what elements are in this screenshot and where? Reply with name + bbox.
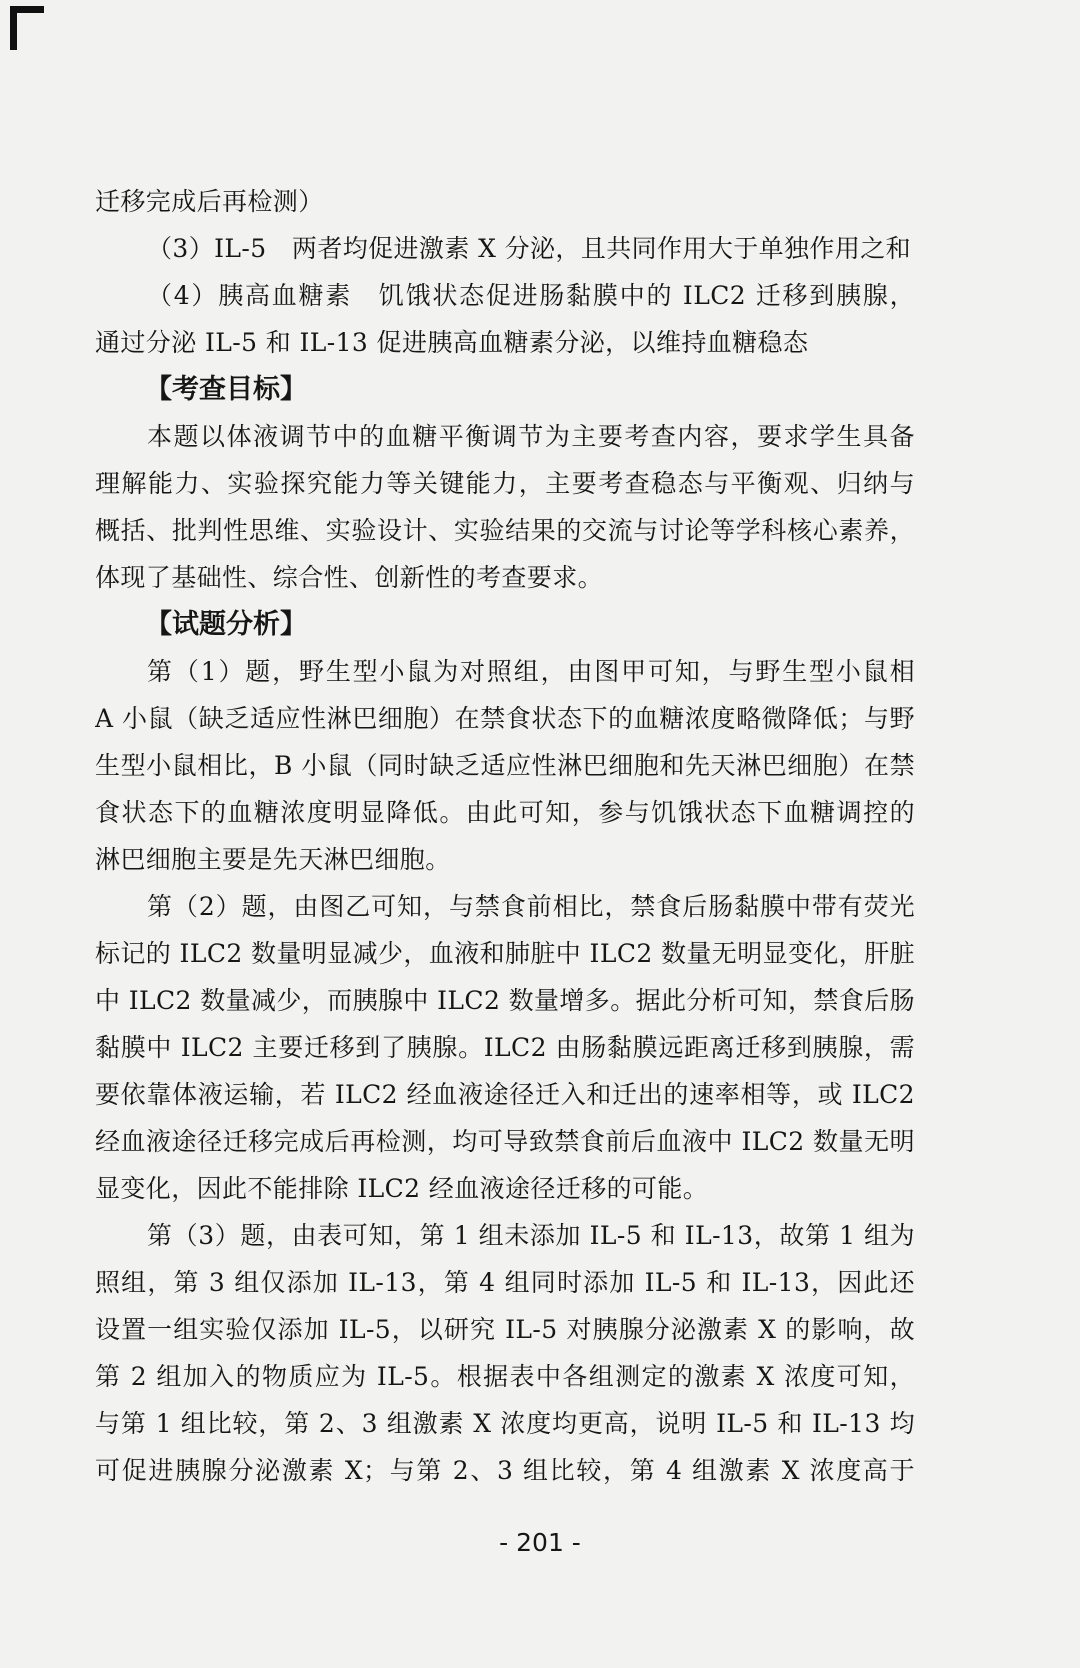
text-line: 设置一组实验仅添加 IL-5，以研究 IL-5 对胰腺分泌激素 X 的影响，故 xyxy=(95,1315,915,1344)
text-line: 通过分泌 IL-5 和 IL-13 促进胰高血糖素分泌，以维持血糖稳态 xyxy=(95,328,809,357)
text-line: 照组，第 3 组仅添加 IL-13，第 4 组同时添加 IL-5 和 IL-13，因此还 xyxy=(95,1268,915,1297)
document-body xyxy=(95,178,915,1494)
paragraph-question-1 xyxy=(95,648,915,883)
text-line: 第（1）题，野生型小鼠为对照组，由图甲可知，与野生型小鼠相 xyxy=(147,657,915,686)
text-line: 迁移完成后再检测） xyxy=(95,187,324,216)
text-line: 本题以体液调节中的血糖平衡调节为主要考查内容，要求学生具备 xyxy=(147,422,915,451)
text-line: 淋巴细胞主要是先天淋巴细胞。 xyxy=(95,845,451,874)
crop-mark xyxy=(10,6,44,50)
text-line: 生型小鼠相比，B 小鼠（同时缺乏适应性淋巴细胞和先天淋巴细胞）在禁 xyxy=(95,751,915,780)
text-line: 要依靠体液运输，若 ILC2 经血液途径迁入和迁出的速率相等，或 ILC2 xyxy=(95,1080,915,1109)
answer-continuation xyxy=(95,178,915,366)
text-line: 显变化，因此不能排除 ILC2 经血液途径迁移的可能。 xyxy=(95,1174,709,1203)
text-line: A 小鼠（缺乏适应性淋巴细胞）在禁食状态下的血糖浓度略微降低；与野 xyxy=(95,704,915,733)
text-line: 中 ILC2 数量减少，而胰腺中 ILC2 数量增多。据此分析可知，禁食后肠 xyxy=(95,986,915,1015)
paragraph-objective xyxy=(95,413,915,601)
text-line: 第（2）题，由图乙可知，与禁食前相比，禁食后肠黏膜中带有荧光 xyxy=(147,892,915,921)
paragraph-question-2 xyxy=(95,883,915,1212)
text-line: 理解能力、实验探究能力等关键能力，主要考查稳态与平衡观、归纳与 xyxy=(95,469,915,498)
paragraph-question-3 xyxy=(95,1212,915,1494)
page-number: - 201 - xyxy=(499,1528,581,1557)
text-line: 体现了基础性、综合性、创新性的考查要求。 xyxy=(95,563,604,592)
section-heading-analysis: 【试题分析】 xyxy=(145,609,307,640)
text-line: 第 2 组加入的物质应为 IL-5。根据表中各组测定的激素 X 浓度可知， xyxy=(95,1362,915,1391)
text-line: 黏膜中 ILC2 主要迁移到了胰腺。ILC2 由肠黏膜远距离迁移到胰腺，需 xyxy=(95,1033,915,1062)
answer-4: （4）胰高血糖素 饥饿状态促进肠黏膜中的 ILC2 迁移到胰腺， xyxy=(147,281,915,310)
section-heading-objective: 【考查目标】 xyxy=(145,374,307,405)
answer-3: （3）IL-5 两者均促进激素 X 分泌，且共同作用大于单独作用之和 xyxy=(147,234,912,263)
text-line: 第（3）题，由表可知，第 1 组未添加 IL-5 和 IL-13，故第 1 组为 xyxy=(147,1221,915,1250)
text-line: 经血液途径迁移完成后再检测，均可导致禁食前后血液中 ILC2 数量无明 xyxy=(95,1127,915,1156)
text-line: 标记的 ILC2 数量明显减少，血液和肺脏中 ILC2 数量无明显变化，肝脏 xyxy=(95,939,915,968)
text-line: 食状态下的血糖浓度明显降低。由此可知，参与饥饿状态下血糖调控的 xyxy=(95,798,915,827)
text-line: 与第 1 组比较，第 2、3 组激素 X 浓度均更高，说明 IL-5 和 IL-13 均 xyxy=(95,1409,915,1438)
text-line: 可促进胰腺分泌激素 X；与第 2、3 组比较，第 4 组激素 X 浓度高于 xyxy=(95,1456,915,1485)
crop-mark-vertical xyxy=(10,6,17,50)
text-line: 概括、批判性思维、实验设计、实验结果的交流与讨论等学科核心素养， xyxy=(95,516,915,545)
